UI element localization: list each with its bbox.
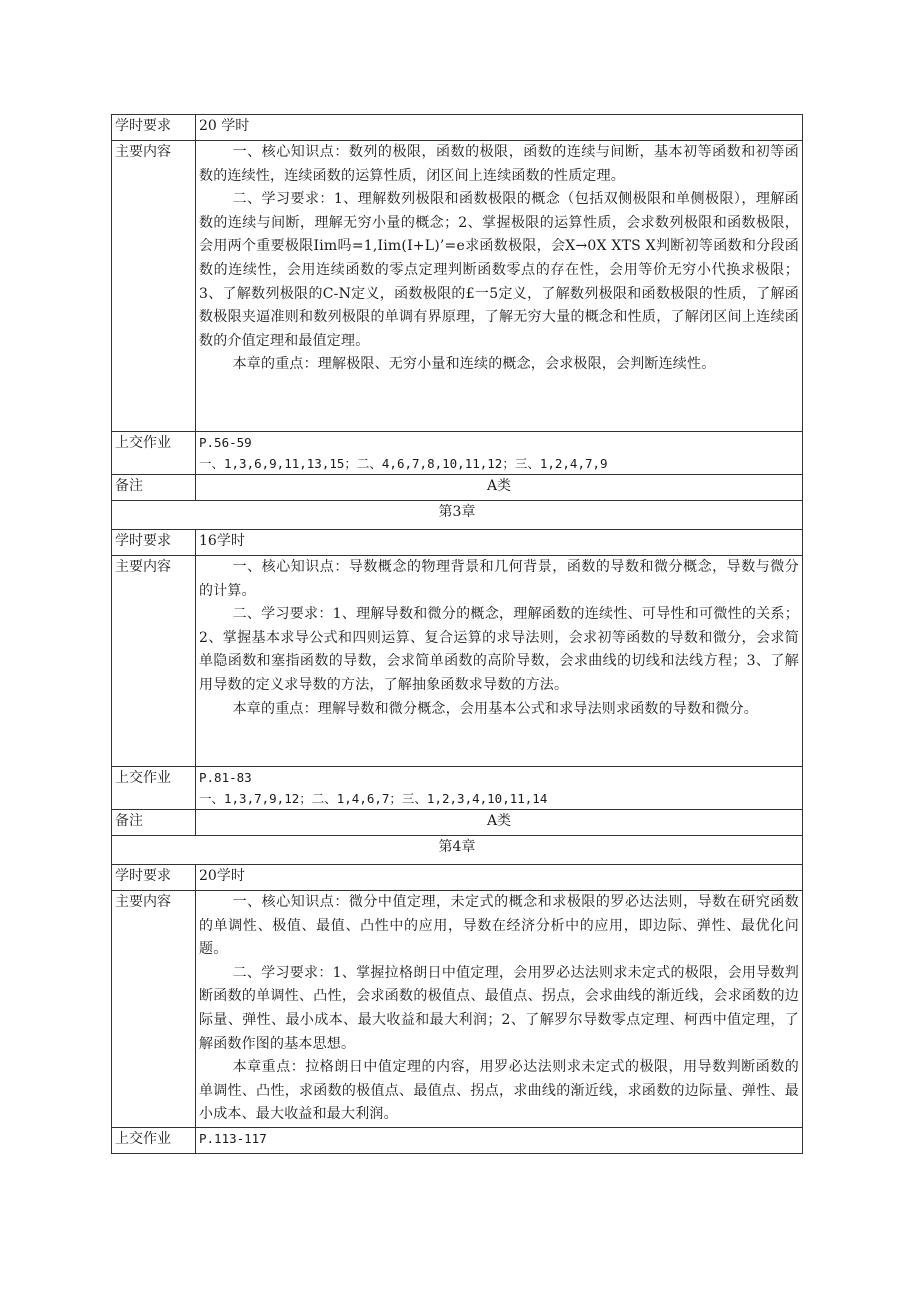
table-row — [112, 530, 803, 556]
content-paragraph: 一、核心知识点：微分中值定理，未定式的概念和求极限的罗必达法则，导数在研究函数的单调性、极值、最值、凸性中的应用，导数在经济分析中的应用，即边际、弹性、最优化问题。 — [199, 894, 799, 958]
table-row — [112, 767, 803, 810]
table-row — [112, 141, 803, 432]
table-row — [112, 501, 803, 530]
homework-pages: P.56-59 — [199, 435, 252, 450]
content-paragraph: 二、学习要求：1、掌握拉格朗日中值定理，会用罗必达法则求未定式的极限，会用导数判断函数的单调性、凸性，会求函数的极值点、最值点、拐点，会求曲线的渐近线，会求函数的边际量、弹性、最小成本、最大收益和最大利润；2、了解罗尔导数零点定理、柯西中值定理，了解函数作图的基本思想。 — [199, 964, 799, 1052]
row-label: 学时要求 — [112, 115, 196, 141]
content-paragraph: 本章的重点：理解极限、无穷小量和连续的概念，会求极限，会判断连续性。 — [232, 356, 716, 373]
table-row — [112, 810, 803, 836]
content-paragraph: 本章的重点：理解导数和微分概念，会用基本公式和求导法则求函数的导数和微分。 — [232, 700, 758, 717]
table-row — [112, 1127, 803, 1153]
hours-value: 20学时 — [196, 865, 803, 891]
row-label: 学时要求 — [112, 530, 196, 556]
homework-problems: 一、1,3,6,9,11,13,15；二、4,6,7,8,10,11,12；三、1,2,4,7,9 — [199, 456, 608, 471]
row-label: 主要内容 — [112, 556, 196, 767]
chapter-heading: 第4章 — [112, 836, 803, 865]
main-content-cell — [196, 556, 803, 767]
homework-problems: 一、1,3,7,9,12；二、1,4,6,7；三、1,2,3,4,10,11,14 — [199, 791, 548, 806]
row-label: 上交作业 — [112, 767, 196, 810]
table-row — [112, 115, 803, 141]
table-row — [112, 475, 803, 501]
chapter-heading: 第3章 — [112, 501, 803, 530]
row-label: 备注 — [112, 475, 196, 501]
table-row — [112, 891, 803, 1128]
content-paragraph: 一、核心知识点：导数概念的物理背景和几何背景，函数的导数和微分概念，导数与微分的计算。 — [199, 559, 799, 599]
main-content-cell — [196, 891, 803, 1128]
homework-pages: P.81-83 — [199, 770, 252, 785]
content-paragraph: 本章重点：拉格朗日中值定理的内容，用罗必达法则求未定式的极限，用导数判断函数的单调性、凸性，求函数的极值点、最值点、拐点，求曲线的渐近线，求函数的边际量、弹性、最小成本、最大收益和最大利润。 — [199, 1059, 799, 1123]
homework-cell — [196, 1127, 803, 1153]
row-label: 学时要求 — [112, 865, 196, 891]
syllabus-table — [111, 114, 803, 1154]
content-paragraph: 二、学习要求：1、理解导数和微分的概念，理解函数的连续性、可导性和可微性的关系；2、掌握基本求导公式和四则运算、复合运算的求导法则，会求初等函数的导数和微分，会求简单隐函数和塞指函数的导数，会求简单函数的高阶导数，会求曲线的切线和法线方程；3、了解用导数的定义求导数的方法，了解抽象函数求导数的方法。 — [199, 606, 799, 693]
table-row — [112, 432, 803, 475]
content-paragraph: 二、学习要求：1、理解数列极限和函数极限的概念（包括双侧极限和单侧极限），理解函数的连续与间断，理解无穷小量的概念；2、掌握极限的运算性质，会求数列极限和函数极限，会用两个重要极限Iim吗=1,Iim(I+L)’=e求函数极限，会X→0X XTS X判断初等函数和分段函数的连续性，会用连续函数的零点定理判断函数零点的存在性，会用等价无穷小代换求极限；3、了解数列极限的C-N定义，函数极限的£一5定义，了解数列极限和函数极限的性质，了解函数极限夹逼准则和数列极限的单调有界原理，了解无穷大量的概念和性质，了解闭区间上连续函数的介值定理和最值定理。 — [199, 191, 799, 349]
homework-cell — [196, 767, 803, 810]
row-label: 主要内容 — [112, 891, 196, 1128]
remark-value: A类 — [196, 810, 803, 836]
hours-value: 20 学时 — [196, 115, 803, 141]
row-label: 备注 — [112, 810, 196, 836]
table-row — [112, 836, 803, 865]
table-row — [112, 556, 803, 767]
main-content-cell — [196, 141, 803, 432]
hours-value: 16学时 — [196, 530, 803, 556]
homework-pages: P.113-117 — [199, 1130, 267, 1146]
row-label: 主要内容 — [112, 141, 196, 432]
remark-value: A类 — [196, 475, 803, 501]
homework-cell — [196, 432, 803, 475]
content-paragraph: 一、核心知识点：数列的极限，函数的极限，函数的连续与间断，基本初等函数和初等函数的连续性，连续函数的运算性质，闭区间上连续函数的性质定理。 — [199, 144, 799, 184]
row-label: 上交作业 — [112, 1127, 196, 1153]
table-row — [112, 865, 803, 891]
row-label: 上交作业 — [112, 432, 196, 475]
